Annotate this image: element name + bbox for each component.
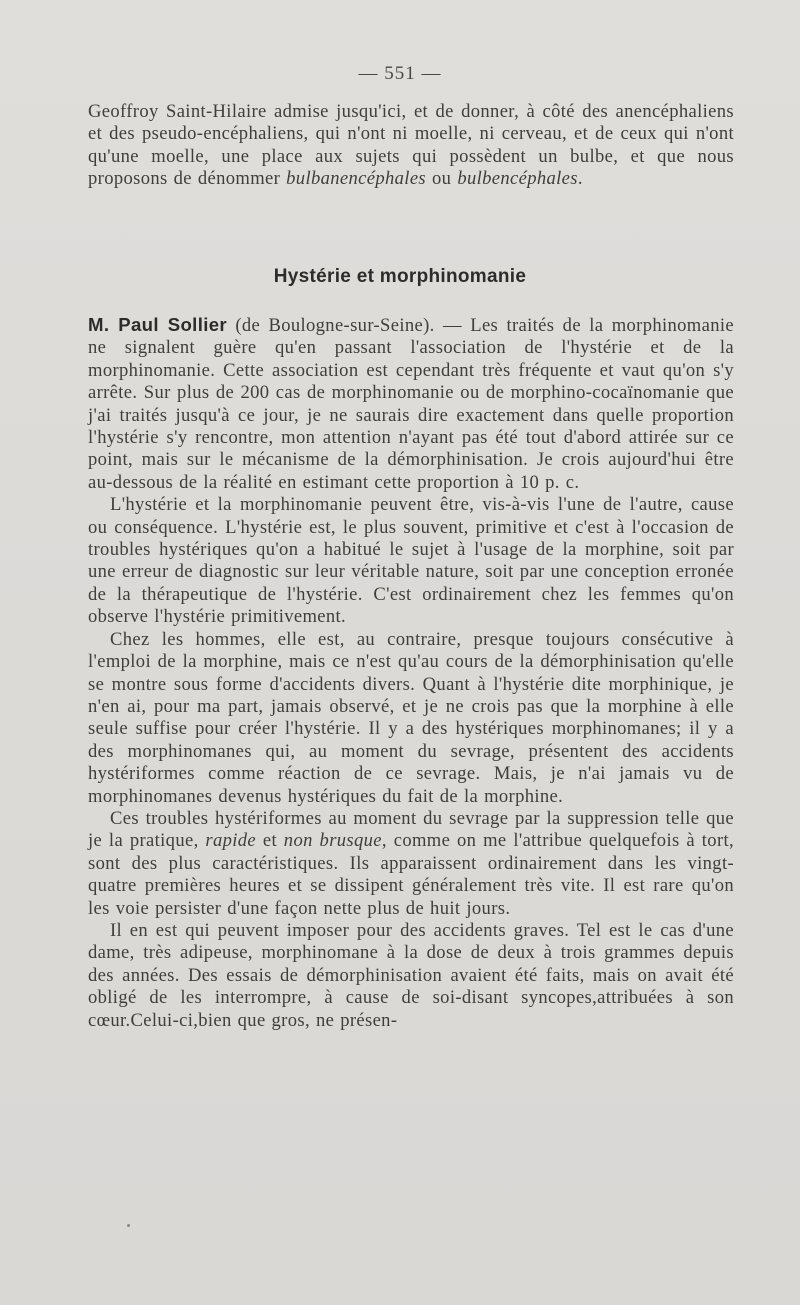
paragraph-5: Il en est qui peuvent imposer pour des accidents graves. Tel est le cas d'une dame, très adipeuse, morphinomane à la dose de deux à trois grammes depuis des années. Des essais de démorphinisation avaient été faits, mais on avait été obligé de les interrompre, à cause de soi-disant syncopes,attribuées à son cœur.Celui-ci,bien que gros, ne présen- bbox=[88, 919, 734, 1031]
author-name: M. Paul Sollier bbox=[88, 314, 227, 335]
term-bulbencephales: bulbencéphales bbox=[457, 168, 578, 190]
section-title: Hystérie et morphinomanie bbox=[273, 266, 527, 287]
section-body bbox=[88, 314, 734, 1032]
ink-speck bbox=[127, 1224, 130, 1227]
paragraph-3: Chez les hommes, elle est, au contraire, presque toujours consécutive à l'emploi de la morphine, mais ce n'est qu'au cours de la démorphinisation qu'elle se montre sous forme d'accidents divers. Quant à l'hystérie dite morphinique, je n'en ai, pour ma part, jamais observé, et je ne crois pas que la morphine à elle seule suffise pour créer l'hystérie. Il y a des hystériques morphinomanes; il y a des morphinomanes qui, au moment du sevrage, présentent des accidents hystériformes comme réaction de ce sevrage. Mais, je n'ai jamais vu de morphinomanes devenus hystériques du fait de la morphine. bbox=[88, 628, 734, 807]
term-non-brusque: non brusque bbox=[283, 830, 382, 852]
term-rapide: rapide bbox=[205, 830, 257, 852]
term-bulbanencephales: bulbanencéphales bbox=[286, 168, 427, 190]
paragraph-1: M. Paul Sollier (de Boulogne-sur-Seine). — Les traités de la morphinomanie ne signalent guère qu'en passant l'association de l'hystérie et de la morphinomanie. Cette association est cependant très fréquente et vaut qu'on s'y arrête. Sur plus de 200 cas de morphinomanie ou de morphino-cocaïnomanie que j'ai traités jusqu'à ce jour, je ne saurais dire exactement dans quelle proportion l'hystérie s'y rencontre, mon attention n'ayant pas été tout d'abord attirée sur ce point, mais sur le mécanisme de la démorphinisation. Je crois aujourd'hui être au-dessous de la réalité en estimant cette proportion à 10 p. c. bbox=[88, 314, 734, 493]
intro-text: Geoffroy Saint-Hilaire admise jusqu'ici, et de donner, à côté des anencéphaliens et des pseudo-encéphaliens, qui n'ont ni moelle, ni cerveau, et de ceux qui n'ont qu'une moelle, une place aux sujets qui possèdent un bulbe, et que nous proposons de dénommer bulbanencéphales ou bulbencéphales. bbox=[88, 101, 734, 190]
page-number: — 551 — bbox=[358, 63, 442, 84]
intro-paragraph bbox=[88, 101, 734, 191]
paragraph-2: L'hystérie et la morphinomanie peuvent être, vis-à-vis l'une de l'autre, cause ou conséquence. L'hystérie est, le plus souvent, primitive et c'est à l'occasion de troubles hystériques qu'on a habitué le sujet à l'usage de la morphine, soit par une erreur de diagnostic sur leur véritable nature, soit par une conception erronée de la thérapeutique de l'hystérie. C'est ordinairement chez les femmes qu'on observe l'hystérie primitivement. bbox=[88, 494, 734, 628]
paragraph-4: Ces troubles hystériformes au moment du sevrage par la suppression telle que je la pratique, rapide et non brusque, comme on me l'attribue quelquefois à tort, sont des plus caractéristiques. Ils apparaissent ordinairement dans les vingt-quatre premières heures et se dissipent généralement très vite. Il est rare qu'on les voie persister d'une façon nette plus de huit jours. bbox=[88, 807, 735, 919]
